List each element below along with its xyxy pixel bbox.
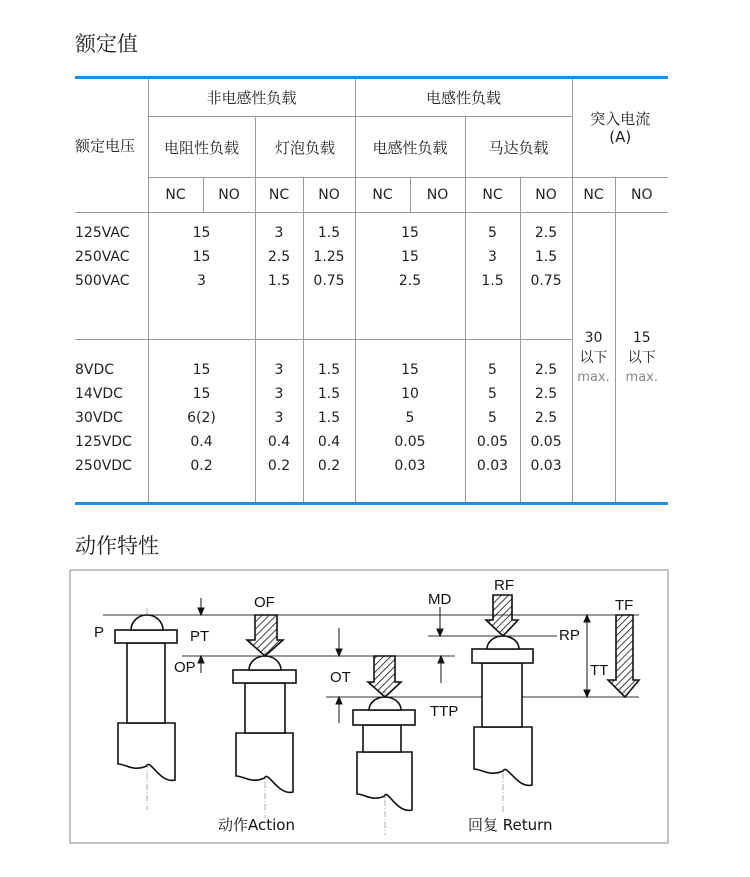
action-caption: 动作Action bbox=[218, 816, 295, 834]
cell-lamp-no: 1.25 bbox=[313, 249, 345, 265]
cell-resistive: 15 bbox=[192, 249, 211, 265]
cell-lamp-no: 0.75 bbox=[313, 273, 345, 289]
label-op: OP bbox=[174, 659, 196, 676]
label-rp: RP bbox=[559, 627, 580, 644]
header-rated-voltage: 额定电压 bbox=[75, 78, 148, 213]
cell-motor-no: 2.5 bbox=[534, 225, 558, 241]
cell-motor-nc: 5 bbox=[488, 410, 497, 426]
cell-motor-nc: 5 bbox=[488, 225, 497, 241]
plunger-4 bbox=[472, 636, 533, 785]
header-inductive-sub: 电感性负载 bbox=[355, 117, 465, 178]
cell-voltage: 125VDC bbox=[75, 434, 132, 450]
cell-inductive: 5 bbox=[405, 410, 415, 426]
cell-inductive: 15 bbox=[401, 362, 419, 378]
of-arrow-icon bbox=[247, 615, 283, 656]
header-nc: NC bbox=[355, 178, 410, 213]
cell-motor-no: 0.75 bbox=[530, 273, 562, 289]
cell-inductive: 15 bbox=[401, 249, 419, 265]
rated-values-title: 额定值 bbox=[75, 32, 138, 56]
cell-resistive: 6(2) bbox=[187, 410, 216, 426]
cell-voltage: 250VAC bbox=[75, 249, 130, 265]
inrush-nc-value: 30 bbox=[584, 329, 603, 346]
cell-resistive: 15 bbox=[192, 386, 211, 402]
header-nc: NC bbox=[465, 178, 520, 213]
cell-motor-nc: 0.03 bbox=[476, 458, 509, 474]
label-rf: RF bbox=[494, 577, 514, 594]
cell-lamp-no: 1.5 bbox=[317, 225, 341, 241]
cell-lamp-nc: 2.5 bbox=[267, 249, 291, 265]
cell-lamp-nc: 3 bbox=[274, 386, 284, 402]
cell-lamp-no: 1.5 bbox=[317, 386, 341, 402]
plunger-3 bbox=[353, 697, 415, 810]
label-pt: PT bbox=[190, 628, 210, 645]
inrush-nc-below: 以下 bbox=[579, 349, 608, 366]
header-motor: 马达负载 bbox=[465, 117, 572, 178]
cell-voltage: 500VAC bbox=[75, 273, 130, 289]
cell-motor-nc: 3 bbox=[488, 249, 497, 265]
operating-characteristics-title: 动作特性 bbox=[75, 534, 159, 558]
inrush-nc-max: max. bbox=[577, 369, 610, 385]
label-tf: TF bbox=[615, 597, 634, 614]
cell-resistive: 3 bbox=[197, 273, 206, 289]
cell-inductive: 0.03 bbox=[394, 458, 426, 474]
cell-voltage: 8VDC bbox=[75, 362, 115, 378]
header-inductive: 电感性负载 bbox=[355, 78, 572, 117]
label-md: MD bbox=[428, 591, 452, 608]
label-of: OF bbox=[254, 594, 275, 611]
cell-lamp-no: 1.5 bbox=[317, 362, 341, 378]
cell-lamp-nc: 3 bbox=[274, 410, 284, 426]
cell-resistive: 15 bbox=[192, 225, 211, 241]
cell-resistive: 15 bbox=[192, 362, 211, 378]
cell-voltage: 14VDC bbox=[75, 386, 123, 402]
header-nc: NC bbox=[148, 178, 203, 213]
cell-motor-nc: 1.5 bbox=[481, 273, 504, 289]
inrush-no-max: max. bbox=[625, 369, 659, 385]
cell-lamp-nc: 1.5 bbox=[267, 273, 291, 289]
cell-motor-no: 2.5 bbox=[534, 386, 558, 402]
tf-arrow-icon bbox=[608, 615, 639, 697]
cell-lamp-no: 1.5 bbox=[317, 410, 341, 426]
cell-motor-nc: 5 bbox=[488, 386, 497, 402]
ot-arrow-icon bbox=[368, 656, 401, 697]
header-resistive: 电阻性负载 bbox=[148, 117, 255, 178]
plunger-1 bbox=[115, 615, 177, 780]
cell-resistive: 0.4 bbox=[190, 434, 213, 450]
cell-motor-no: 0.03 bbox=[530, 458, 562, 474]
cell-inductive: 10 bbox=[401, 386, 419, 402]
header-no: NO bbox=[203, 178, 255, 213]
cell-motor-nc: 5 bbox=[488, 362, 497, 378]
header-inrush-text: 突入电流(A) bbox=[590, 110, 651, 146]
cell-lamp-no: 0.4 bbox=[317, 434, 341, 450]
cell-motor-no: 0.05 bbox=[530, 434, 562, 450]
label-p: P bbox=[94, 624, 105, 641]
cell-motor-no: 2.5 bbox=[534, 362, 558, 378]
cell-motor-nc: 0.05 bbox=[476, 434, 509, 450]
label-tt: TT bbox=[590, 662, 609, 679]
header-no: NO bbox=[303, 178, 355, 213]
cell-lamp-nc: 3 bbox=[274, 225, 284, 241]
header-nc: NC bbox=[255, 178, 303, 213]
force-arrows bbox=[247, 595, 639, 697]
cell-inductive: 15 bbox=[401, 225, 419, 241]
header-no: NO bbox=[615, 178, 668, 213]
cell-voltage: 250VDC bbox=[75, 458, 132, 474]
plunger-2 bbox=[233, 656, 296, 792]
inrush-no-below: 以下 bbox=[627, 349, 656, 366]
header-no: NO bbox=[520, 178, 572, 213]
inrush-no-value: 15 bbox=[632, 329, 651, 346]
header-lamp: 灯泡负载 bbox=[255, 117, 355, 178]
header-no: NO bbox=[410, 178, 465, 213]
cell-voltage: 125VAC bbox=[75, 225, 130, 241]
cell-lamp-nc: 0.2 bbox=[267, 458, 291, 474]
cell-motor-no: 2.5 bbox=[534, 410, 558, 426]
label-ot: OT bbox=[330, 669, 351, 686]
cell-resistive: 0.2 bbox=[190, 458, 213, 474]
cell-motor-no: 1.5 bbox=[534, 249, 558, 265]
label-ttp: TTP bbox=[430, 703, 459, 720]
cell-inductive: 2.5 bbox=[398, 273, 422, 289]
cell-lamp-no: 0.2 bbox=[317, 458, 341, 474]
cell-inductive: 0.05 bbox=[394, 434, 426, 450]
cell-lamp-nc: 0.4 bbox=[267, 434, 291, 450]
cell-lamp-nc: 3 bbox=[274, 362, 284, 378]
return-caption: 回复 Return bbox=[468, 816, 553, 834]
header-nc: NC bbox=[572, 178, 615, 213]
cell-voltage: 30VDC bbox=[75, 410, 123, 426]
header-non-inductive: 非电感性负载 bbox=[148, 78, 355, 117]
